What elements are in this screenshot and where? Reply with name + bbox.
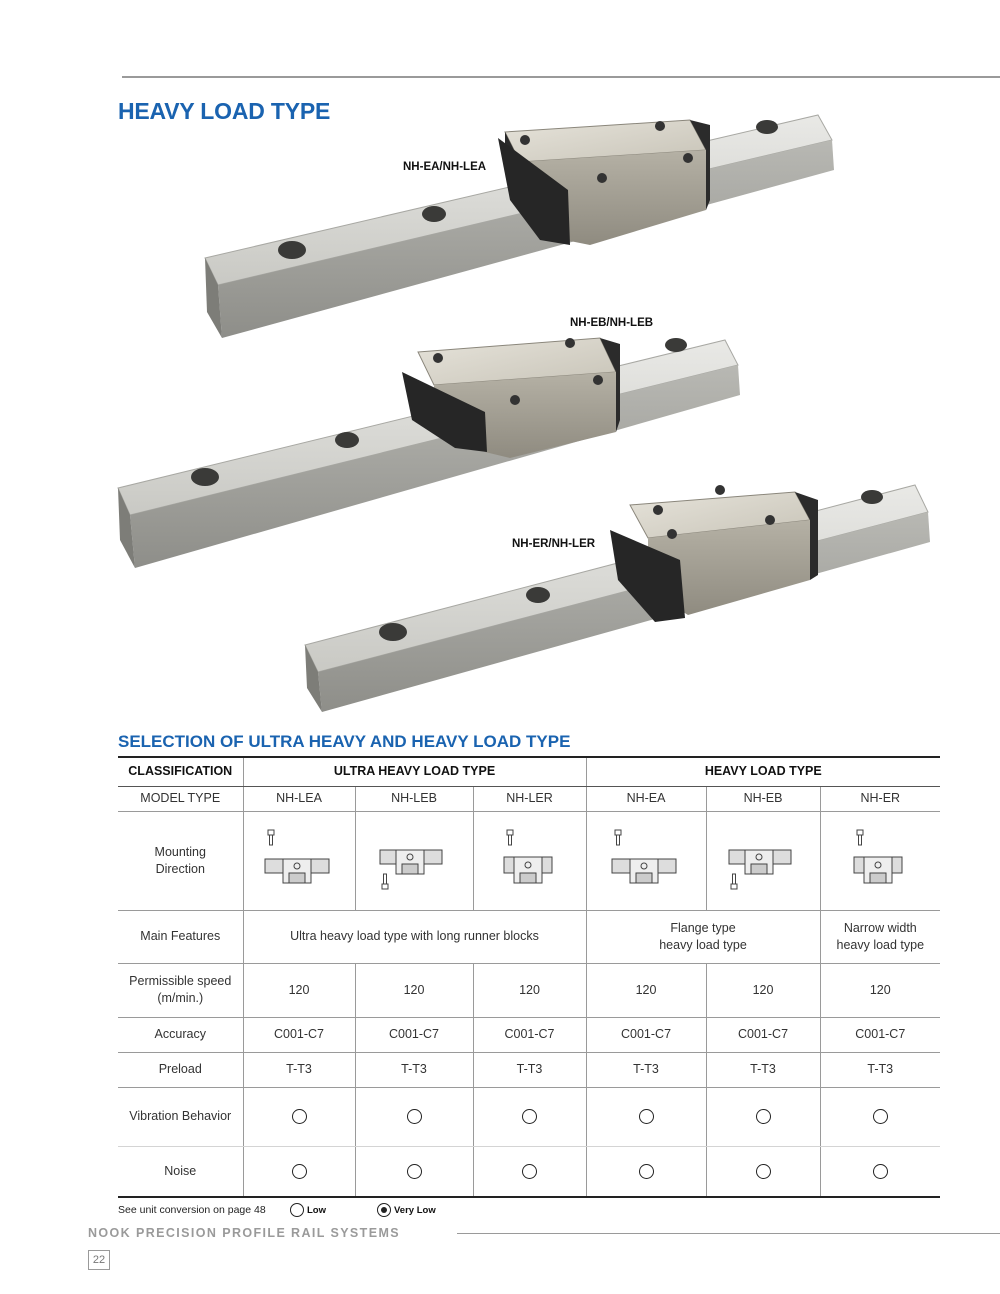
legend-low-label: Low: [307, 1204, 326, 1216]
row-label: Preload: [118, 1052, 243, 1087]
table-row: [118, 1146, 940, 1197]
section-title: SELECTION OF ULTRA HEAVY AND HEAVY LOAD TYPE: [118, 732, 571, 751]
row-label: MODEL TYPE: [118, 786, 243, 811]
feature-flange: [586, 910, 820, 963]
low-circle-icon: [873, 1109, 888, 1124]
model-cell: NH-EA: [586, 786, 706, 811]
model-cell: NH-EB: [706, 786, 820, 811]
rail-ea-lea: [205, 115, 834, 338]
preload-cell: T-T3: [706, 1052, 820, 1087]
row-label: Accuracy: [118, 1017, 243, 1052]
table-row: [118, 1017, 940, 1052]
low-circle-icon: [522, 1164, 537, 1179]
low-circle-icon: [639, 1109, 654, 1124]
legend-very-low: [377, 1203, 436, 1217]
classification-header: CLASSIFICATION: [118, 757, 243, 786]
table-row: [118, 786, 940, 811]
feature-flange-2: heavy load type: [659, 937, 747, 952]
row-label: [118, 963, 243, 1017]
row-label: Vibration Behavior: [118, 1087, 243, 1146]
model-cell: NH-ER: [820, 786, 940, 811]
low-circle-icon: [639, 1164, 654, 1179]
speed-label-2: (m/min.): [157, 991, 204, 1005]
product-label-ea-lea: NH-EA/NH-LEA: [403, 161, 487, 173]
mounting-bottom-bolt-icon: [723, 826, 803, 896]
feature-narrow-2: heavy load type: [836, 937, 925, 952]
product-label-eb-leb: NH-EB/NH-LEB: [570, 317, 654, 329]
mounting-diagram-ler: [473, 811, 586, 910]
footer-rule: [457, 1233, 1000, 1234]
mounting-top-bolt-icon: [259, 826, 339, 896]
mounting-top-bolt-icon: [606, 826, 686, 896]
unit-conversion-note: See unit conversion on page 48: [118, 1204, 266, 1216]
low-circle-icon: [756, 1164, 771, 1179]
low-circle-icon: [407, 1109, 422, 1124]
mounting-label-1: Mounting: [154, 844, 206, 859]
preload-cell: T-T3: [586, 1052, 706, 1087]
accuracy-cell: C001-C7: [355, 1017, 473, 1052]
mounting-diagram-leb: [355, 811, 473, 910]
mounting-diagram-ea: [586, 811, 706, 910]
low-circle-icon: [292, 1109, 307, 1124]
footer-title: NOOK PRECISION PROFILE RAIL SYSTEMS: [88, 1226, 400, 1240]
low-circle-icon: [873, 1164, 888, 1179]
speed-cell: 120: [586, 963, 706, 1017]
mounting-label-2: Direction: [155, 861, 205, 876]
speed-cell: 120: [473, 963, 586, 1017]
model-cell: NH-LEA: [243, 786, 355, 811]
preload-cell: T-T3: [820, 1052, 940, 1087]
mounting-diagram-lea: [243, 811, 355, 910]
row-label: [118, 811, 243, 910]
mounting-top-bolt-icon: [840, 826, 920, 896]
table-row: [118, 963, 940, 1017]
preload-cell: T-T3: [473, 1052, 586, 1087]
low-circle-icon: [290, 1203, 304, 1217]
low-circle-icon: [756, 1109, 771, 1124]
feature-narrow: [820, 910, 940, 963]
speed-label-1: Permissible speed: [129, 974, 232, 988]
accuracy-cell: C001-C7: [820, 1017, 940, 1052]
legend-very-low-label: Very Low: [394, 1204, 436, 1216]
feature-narrow-1: Narrow width: [843, 920, 917, 935]
low-circle-icon: [407, 1164, 422, 1179]
preload-cell: T-T3: [243, 1052, 355, 1087]
preload-cell: T-T3: [355, 1052, 473, 1087]
page-title: HEAVY LOAD TYPE: [118, 98, 331, 124]
ultra-heavy-header: ULTRA HEAVY LOAD TYPE: [243, 757, 586, 786]
rail-er-ler: [305, 485, 930, 712]
table-row: [118, 910, 940, 963]
legend-low: [290, 1203, 326, 1217]
model-cell: NH-LER: [473, 786, 586, 811]
accuracy-cell: C001-C7: [473, 1017, 586, 1052]
model-cell: NH-LEB: [355, 786, 473, 811]
heavy-header: HEAVY LOAD TYPE: [586, 757, 940, 786]
mounting-top-bolt-icon: [490, 826, 570, 896]
table-row: [118, 1052, 940, 1087]
product-label-er-ler: NH-ER/NH-LER: [512, 538, 596, 550]
speed-cell: 120: [355, 963, 473, 1017]
row-label: Main Features: [118, 910, 243, 963]
mounting-diagram-er: [820, 811, 940, 910]
table-row: [118, 811, 940, 910]
mounting-bottom-bolt-icon: [374, 826, 454, 896]
page-number: 22: [88, 1250, 110, 1270]
selection-table: [118, 756, 940, 1198]
accuracy-cell: C001-C7: [243, 1017, 355, 1052]
speed-cell: 120: [243, 963, 355, 1017]
accuracy-cell: C001-C7: [586, 1017, 706, 1052]
mounting-diagram-eb: [706, 811, 820, 910]
speed-cell: 120: [820, 963, 940, 1017]
low-circle-icon: [522, 1109, 537, 1124]
feature-ultra: Ultra heavy load type with long runner blocks: [243, 910, 586, 963]
speed-cell: 120: [706, 963, 820, 1017]
very-low-dot-circle-icon: [377, 1203, 391, 1217]
accuracy-cell: C001-C7: [706, 1017, 820, 1052]
low-circle-icon: [292, 1164, 307, 1179]
feature-flange-1: Flange type: [670, 920, 736, 935]
table-row: [118, 1087, 940, 1146]
row-label: Noise: [118, 1146, 243, 1197]
